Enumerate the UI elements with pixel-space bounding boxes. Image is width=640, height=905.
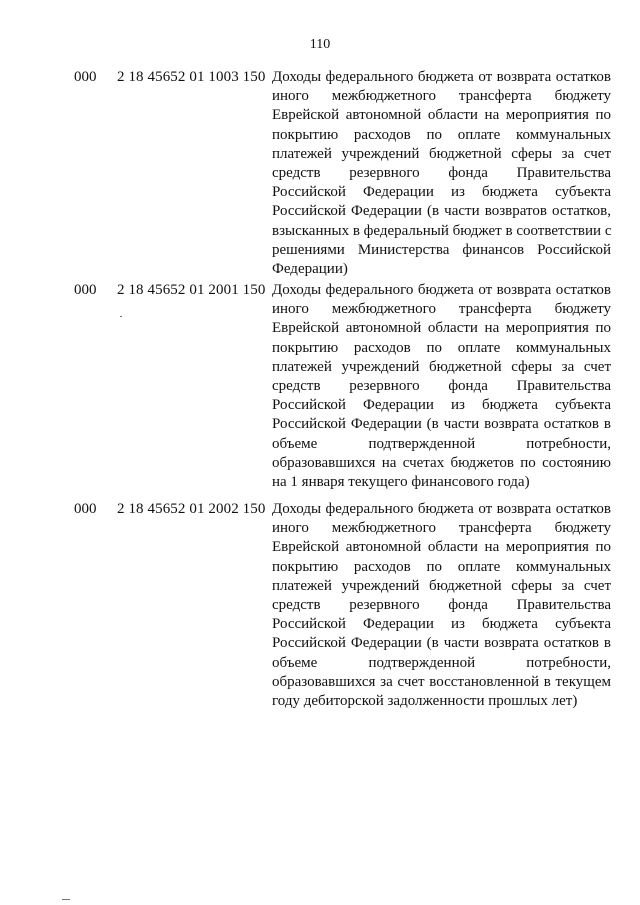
description-line: Российской Федерации из бюджета субъекта bbox=[272, 184, 611, 201]
description-line: покрытию расходов по оплате коммунальных bbox=[272, 339, 611, 356]
description-line: образовавшихся на счетах бюджетов по состоянию bbox=[272, 454, 611, 471]
administrator-code: 000 bbox=[74, 501, 97, 517]
description-line: Российской Федерации (в части возврата остатков в bbox=[272, 635, 611, 652]
description-line: объеме подтвержденной потребности, bbox=[272, 435, 611, 452]
budget-code-entry bbox=[0, 281, 640, 500]
page-number: 110 bbox=[309, 37, 331, 52]
scan-speck bbox=[120, 316, 122, 317]
description-line: взысканных в федеральный бюджет в соответствии с bbox=[272, 222, 612, 239]
description-line: иного межбюджетного трансферта бюджету bbox=[272, 520, 611, 537]
description-line: покрытию расходов по оплате коммунальных bbox=[272, 558, 611, 575]
budget-classification-code: 2 18 45652 01 2002 150 bbox=[117, 501, 266, 517]
description-line: образовавшихся за счет восстановленной в текущем bbox=[272, 673, 611, 690]
description-line: средств резервного фонда Правительства bbox=[272, 597, 611, 614]
description-line: Российской Федерации из бюджета субъекта bbox=[272, 397, 611, 414]
description-line: Доходы федерального бюджета от возврата остатков bbox=[272, 69, 611, 85]
description-line: Российской Федерации из бюджета субъекта bbox=[272, 616, 611, 633]
description-line: платежей учреждений бюджетной сферы за счет bbox=[272, 577, 611, 594]
scan-speck bbox=[62, 899, 70, 900]
description-line: объеме подтвержденной потребности, bbox=[272, 654, 611, 671]
description-line: средств резервного фонда Правительства bbox=[272, 165, 611, 182]
description-line: Еврейской автономной области на мероприятия по bbox=[272, 539, 611, 556]
budget-code-list bbox=[0, 68, 640, 715]
budget-code-entry bbox=[0, 68, 640, 281]
budget-classification-code: 2 18 45652 01 2001 150 bbox=[117, 282, 266, 298]
budget-classification-code: 2 18 45652 01 1003 150 bbox=[117, 69, 266, 85]
description-line: платежей учреждений бюджетной сферы за счет bbox=[272, 145, 611, 162]
description-line: Российской Федерации (в части возвратов остатков, bbox=[272, 203, 611, 220]
administrator-code: 000 bbox=[74, 282, 97, 298]
description-line: средств резервного фонда Правительства bbox=[272, 378, 611, 395]
description-line: решениями Министерства финансов Российской bbox=[272, 241, 611, 258]
description-line: иного межбюджетного трансферта бюджету bbox=[272, 301, 611, 318]
income-description bbox=[272, 281, 611, 492]
description-line: Доходы федерального бюджета от возврата остатков bbox=[272, 501, 611, 517]
income-description bbox=[272, 500, 611, 711]
budget-code-entry bbox=[0, 500, 640, 715]
administrator-code: 000 bbox=[74, 69, 97, 85]
description-line: году дебиторской задолженности прошлых лет) bbox=[272, 693, 578, 710]
description-line: на 1 января текущего финансового года) bbox=[272, 474, 530, 491]
description-line: Российской Федерации (в части возврата остатков в bbox=[272, 416, 611, 433]
description-line: покрытию расходов по оплате коммунальных bbox=[272, 126, 611, 143]
description-line: иного межбюджетного трансферта бюджету bbox=[272, 88, 611, 105]
description-line: Федерации) bbox=[272, 261, 348, 278]
description-line: Еврейской автономной области на мероприятия по bbox=[272, 320, 611, 337]
income-description bbox=[272, 68, 611, 279]
description-line: Еврейской автономной области на мероприятия по bbox=[272, 107, 611, 124]
description-line: Доходы федерального бюджета от возврата остатков bbox=[272, 282, 611, 298]
description-line: платежей учреждений бюджетной сферы за счет bbox=[272, 358, 611, 375]
